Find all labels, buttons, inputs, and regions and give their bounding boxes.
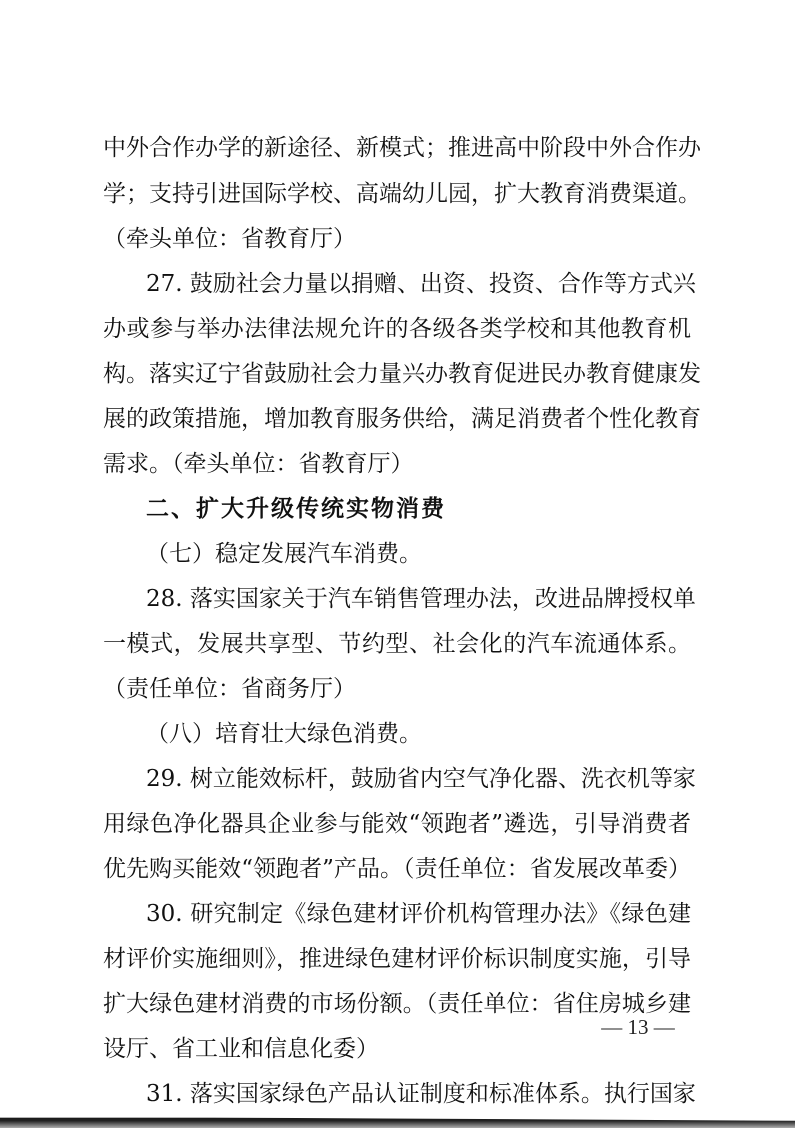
paragraph-line: 优先购买能效“领跑者”产品。（责任单位：省发展改革委） [103, 856, 691, 882]
paragraph-line: （责任单位：省商务厅） [103, 676, 356, 702]
paragraph-line: 中外合作办学的新途径、新模式；推进高中阶段中外合作办 [103, 135, 701, 161]
paragraph-line: 学；支持引进国际学校、高端幼儿园，扩大教育消费渠道。 [103, 181, 701, 207]
paragraph-line: 一模式，发展共享型、节约型、社会化的汽车流通体系。 [103, 631, 691, 657]
paragraph-line: 27. 鼓励社会力量以捐赠、出资、投资、合作等方式兴 [146, 271, 696, 297]
subsection-heading: （八）培育壮大绿色消费。 [146, 721, 422, 747]
paragraph-line: 展的政策措施，增加教育服务供给，满足消费者个性化教育 [103, 406, 701, 432]
paragraph-line: 办或参与举办法律法规允许的各级各类学校和其他教育机 [103, 316, 691, 342]
paragraph-line: 构。落实辽宁省鼓励社会力量兴办教育促进民办教育健康发 [103, 361, 701, 387]
paragraph-line: 设厅、省工业和信息化委） [103, 1036, 379, 1062]
paragraph-line: 需求。（牵头单位：省教育厅） [103, 451, 414, 477]
paragraph-line: 28. 落实国家关于汽车销售管理办法，改进品牌授权单 [146, 586, 696, 612]
paragraph-line: 扩大绿色建材消费的市场份额。（责任单位：省住房城乡建 [103, 991, 691, 1017]
paragraph-line: 30. 研究制定《绿色建材评价机构管理办法》《绿色建 [146, 901, 691, 927]
section-heading: 二、扩大升级传统实物消费 [146, 496, 446, 522]
page-number: — 13 — [601, 1015, 675, 1039]
paragraph-line: 用绿色净化器具企业参与能效“领跑者”遴选，引导消费者 [103, 811, 691, 837]
paragraph-line: 31. 落实国家绿色产品认证制度和标准体系。执行国家 [146, 1081, 696, 1107]
paragraph-line: 材评价实施细则》，推进绿色建材评价标识制度实施，引导 [103, 946, 691, 972]
paragraph-line: （牵头单位：省教育厅） [103, 226, 356, 252]
subsection-heading: （七）稳定发展汽车消费。 [146, 541, 422, 567]
paragraph-line: 29. 树立能效标杆，鼓励省内空气净化器、洗衣机等家 [146, 766, 696, 792]
